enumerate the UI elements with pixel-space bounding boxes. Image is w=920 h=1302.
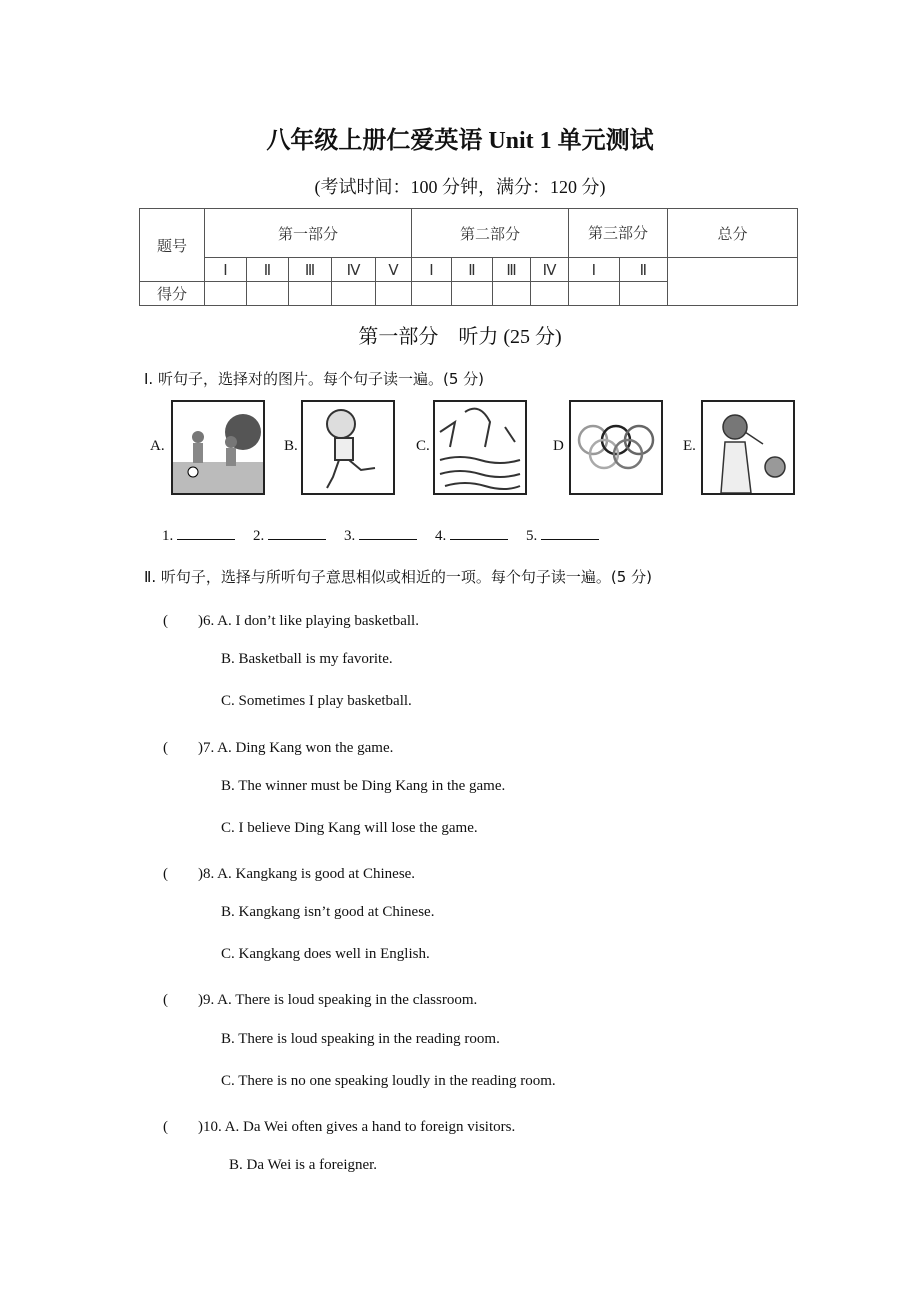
question-9	[163, 988, 477, 1009]
answer-blank[interactable]	[177, 525, 235, 540]
score-row-label: 得分	[140, 282, 205, 306]
col: Ⅰ	[205, 258, 247, 282]
running-boy-image	[301, 400, 395, 495]
answer-blank[interactable]	[359, 525, 417, 540]
picture-label: C.	[416, 438, 430, 454]
option-b: B. Kangkang isn’t good at Chinese.	[221, 904, 435, 920]
score-cell[interactable]	[289, 282, 332, 306]
header-cell: 题号	[140, 209, 205, 282]
total-header: 总分	[668, 209, 798, 258]
option-c: C. I believe Ding Kang will lose the game.	[221, 820, 478, 836]
col: Ⅰ	[569, 258, 620, 282]
col: Ⅰ	[412, 258, 452, 282]
answer-paren[interactable]: ( )	[163, 866, 203, 882]
score-cell[interactable]	[531, 282, 569, 306]
picture-label: D	[553, 438, 564, 454]
blank-label: 3.	[344, 528, 356, 544]
picture-label: B.	[284, 438, 298, 454]
col: Ⅲ	[493, 258, 531, 282]
swimmer-image	[433, 400, 527, 495]
col: Ⅳ	[332, 258, 376, 282]
blank-label: 4.	[435, 528, 447, 544]
col: Ⅱ	[247, 258, 289, 282]
answer-blank[interactable]	[450, 525, 508, 540]
blank-label: 1.	[162, 528, 174, 544]
olympic-rings-image	[569, 400, 663, 495]
answer-paren[interactable]: ( )	[163, 1119, 203, 1135]
blank-label: 5.	[526, 528, 538, 544]
score-cell[interactable]	[247, 282, 289, 306]
score-cell[interactable]	[493, 282, 531, 306]
option-a: 9. A. There is loud speaking in the classroom.	[203, 992, 478, 1008]
soccer-players-image	[171, 400, 265, 495]
score-cell[interactable]	[412, 282, 452, 306]
answer-paren[interactable]: ( )	[163, 613, 203, 629]
option-a: 10. A. Da Wei often gives a hand to foreign visitors.	[203, 1119, 516, 1135]
singer-image	[701, 400, 795, 495]
option-a: 8. A. Kangkang is good at Chinese.	[203, 866, 416, 882]
part2-header: 第二部分	[412, 209, 569, 258]
option-b: B. Da Wei is a foreigner.	[229, 1157, 378, 1173]
exam-info: (考试时间：100 分钟，满分：120 分)	[314, 177, 606, 197]
part3-header: 第三部分	[569, 209, 668, 258]
answer-paren[interactable]: ( )	[163, 740, 203, 756]
answer-paren[interactable]: ( )	[163, 992, 203, 1008]
score-cell[interactable]	[569, 282, 620, 306]
option-b: B. Basketball is my favorite.	[221, 651, 393, 667]
option-b: B. The winner must be Ding Kang in the game.	[221, 778, 506, 794]
page-title: 八年级上册仁爱英语 Unit 1 单元测试	[266, 128, 654, 154]
picture-label: E.	[683, 438, 696, 454]
picture-label: A.	[150, 438, 165, 454]
score-cell[interactable]	[332, 282, 376, 306]
score-table	[139, 208, 798, 306]
col: Ⅴ	[376, 258, 412, 282]
option-c: C. Kangkang does well in English.	[221, 946, 430, 962]
answer-blank[interactable]	[541, 525, 599, 540]
blank-label: 2.	[253, 528, 265, 544]
section-heading: 第一部分 听力 (25 分)	[358, 326, 562, 348]
score-cell[interactable]	[619, 282, 667, 306]
question-6	[163, 609, 419, 630]
answer-blanks	[162, 525, 599, 545]
score-cell[interactable]	[376, 282, 412, 306]
q1-instruction: Ⅰ. 听句子，选择对的图片。每个句子读一遍。(5 分)	[144, 370, 484, 388]
col: Ⅱ	[452, 258, 493, 282]
question-10	[163, 1115, 515, 1136]
option-a: 6. A. I don’t like playing basketball.	[203, 613, 419, 629]
answer-blank[interactable]	[268, 525, 326, 540]
option-a: 7. A. Ding Kang won the game.	[203, 740, 394, 756]
option-c: C. There is no one speaking loudly in the reading room.	[221, 1073, 556, 1089]
col: Ⅲ	[289, 258, 332, 282]
col: Ⅳ	[531, 258, 569, 282]
question-8	[163, 862, 415, 883]
option-b: B. There is loud speaking in the reading room.	[221, 1031, 500, 1047]
option-c: C. Sometimes I play basketball.	[221, 693, 412, 709]
score-cell[interactable]	[452, 282, 493, 306]
q2-instruction: Ⅱ. 听句子，选择与所听句子意思相似或相近的一项。每个句子读一遍。(5 分)	[144, 568, 652, 586]
part1-header: 第一部分	[205, 209, 412, 258]
score-cell[interactable]	[205, 282, 247, 306]
question-7	[163, 736, 393, 757]
col: Ⅱ	[619, 258, 667, 282]
total-cell[interactable]	[668, 258, 798, 306]
